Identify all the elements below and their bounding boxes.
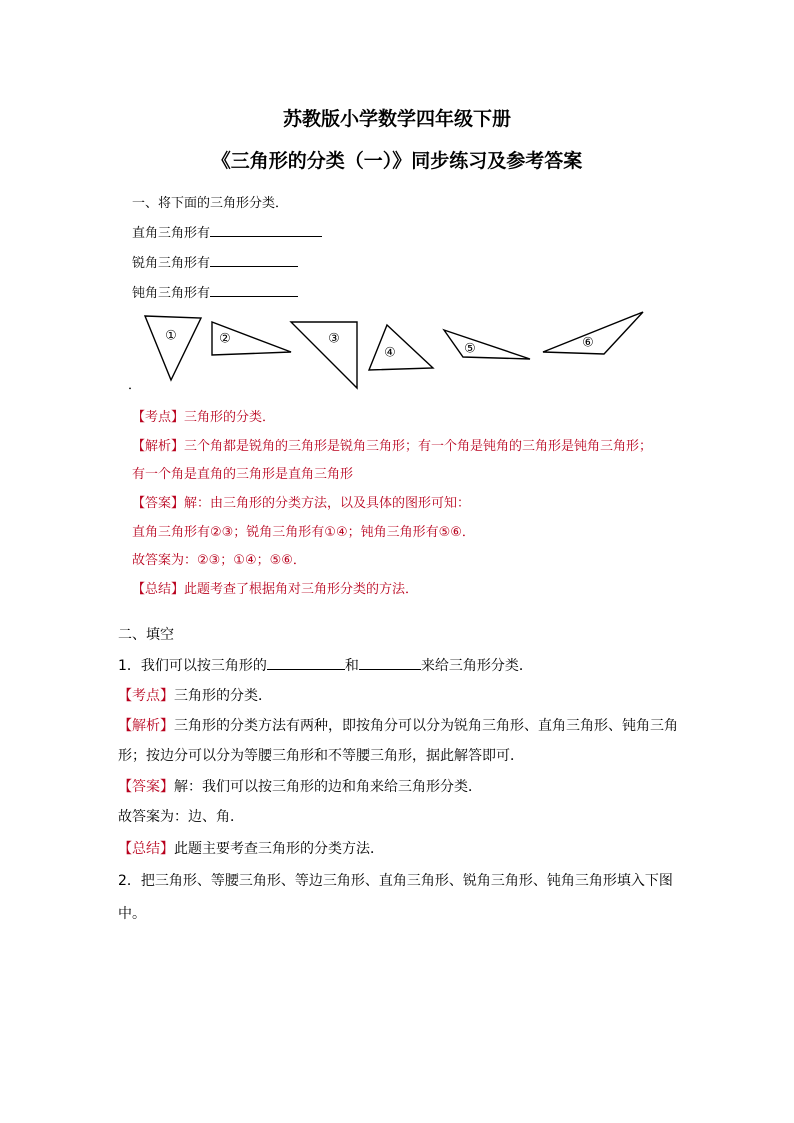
daan-tag-1: 【答案】 — [132, 496, 185, 511]
jiexi-text-2: 三角形的分类方法有两种，即按角分可以分为锐角三角形、直角三角形、钝角三角 — [174, 718, 678, 734]
jiexi-text-1: 三个角都是锐角的三角形是锐角三角形；有一个角是钝角的三角形是钝角三角形； — [184, 439, 653, 454]
q1-blank-2[interactable] — [359, 657, 421, 670]
trailing-dot: ． — [128, 378, 142, 393]
q1-text-c: 来给三角形分类． — [420, 658, 533, 674]
zongjie-tag-2: 【总结】 — [118, 841, 174, 857]
page-subtitle: 《三角形的分类（一）》同步练习及参考答案 — [211, 150, 583, 172]
kaodian-2 — [118, 685, 272, 705]
zongjie-tag-1: 【总结】 — [132, 582, 185, 597]
daan-text-1: 解：由三角形的分类方法，以及具体的图形可知： — [184, 496, 471, 511]
fill-right-label: 直角三角形有 — [132, 226, 211, 241]
kaodian-text-1: 三角形的分类． — [184, 410, 276, 425]
jiexi-tag-2: 【解析】 — [118, 718, 174, 734]
jiexi-text-2b: 形；按边分可以分为等腰三角形和不等腰三角形，据此解答即可． — [118, 748, 524, 764]
question-2-line1: 2．把三角形、等腰三角形、等边三角形、直角三角形、锐角三角形、钝角三角形填入下图 — [118, 873, 673, 889]
jiexi-1 — [132, 435, 652, 454]
triangle-4 — [369, 325, 433, 370]
part2-heading: 二、填空 — [118, 627, 174, 643]
page-title: 苏教版小学数学四年级下册 — [282, 108, 511, 130]
question-1 — [118, 655, 533, 675]
kaodian-1 — [132, 406, 275, 425]
zongjie-1 — [132, 578, 418, 597]
jiexi-text-1b: 有一个角是直角的三角形是直角三角形 — [132, 467, 354, 482]
question-2-line2: 中。 — [118, 906, 146, 922]
kaodian-tag-2: 【考点】 — [118, 688, 174, 704]
fill-obtuse-label: 钝角三角形有 — [132, 286, 211, 301]
daan-line3-1: 故答案为：②③；①④；⑤⑥． — [132, 553, 306, 568]
jiexi-2 — [118, 715, 678, 735]
triangle-label-4: ④ — [384, 345, 396, 361]
triangle-3 — [291, 322, 357, 388]
daan-text-2: 解：我们可以按三角形的边和角来给三角形分类． — [174, 779, 482, 795]
triangle-label-5: ⑤ — [464, 341, 476, 357]
triangle-label-6: ⑥ — [582, 335, 594, 351]
kaodian-text-2: 三角形的分类． — [174, 688, 272, 704]
q1-text-a: 1．我们可以按三角形的 — [118, 658, 267, 674]
daan-line2-1: 直角三角形有②③；锐角三角形有①④；钝角三角形有⑤⑥． — [132, 525, 475, 540]
triangle-5 — [444, 330, 530, 359]
triangle-label-2: ② — [219, 331, 231, 347]
q1-blank-1[interactable] — [267, 657, 345, 670]
zongjie-text-1: 此题考查了根据角对三角形分类的方法． — [184, 582, 419, 597]
fill-acute-label: 锐角三角形有 — [132, 256, 211, 271]
part1-heading: 一、将下面的三角形分类． — [132, 196, 289, 211]
zongjie-2 — [118, 838, 384, 858]
daan-1 — [132, 492, 470, 511]
triangle-label-1: ① — [165, 328, 177, 344]
daan-2 — [118, 776, 482, 796]
zongjie-text-2: 此题主要考查三角形的分类方法． — [174, 841, 384, 857]
jiexi-tag-1: 【解析】 — [132, 439, 185, 454]
triangle-label-3: ③ — [328, 331, 340, 347]
q1-text-b: 和 — [344, 658, 359, 674]
triangle-1 — [145, 316, 201, 380]
daan-line2-2: 故答案为：边、角． — [118, 809, 244, 825]
kaodian-tag-1: 【考点】 — [132, 410, 185, 425]
daan-tag-2: 【答案】 — [118, 779, 174, 795]
triangle-figure — [0, 0, 794, 400]
